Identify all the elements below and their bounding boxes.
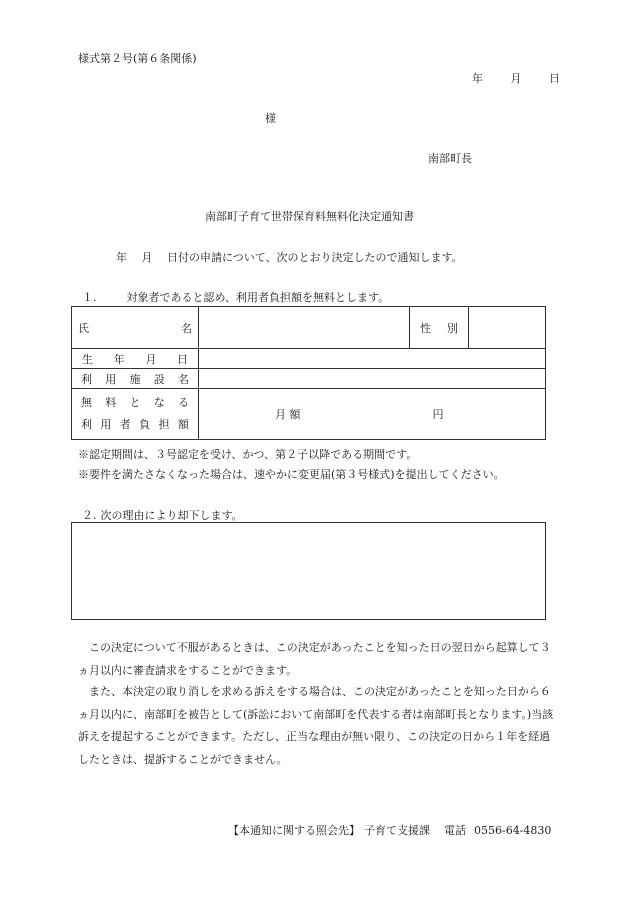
date-year: 年 <box>472 72 483 85</box>
name-value <box>199 307 410 349</box>
contact-info <box>228 822 551 838</box>
contact-phone-number: 0556-64-4830 <box>474 824 552 837</box>
issue-date <box>472 70 560 86</box>
section1-heading <box>82 289 389 305</box>
gender-value <box>469 307 546 349</box>
section2-text: 次の理由により却下します。 <box>100 509 243 522</box>
birthdate-label: 生 年 月 日 <box>72 349 199 369</box>
note-certification-period: ※認定期間は、３号認定を受け、かつ、第２子以降である期間です。 <box>78 448 418 461</box>
sender-name: 南部町長 <box>428 152 472 165</box>
monthly-amount-label: 月 額 <box>275 408 301 421</box>
fee-label: 無 料 と な る 利 用 者 負 担 額 <box>72 389 199 440</box>
name-label: 氏 名 <box>72 307 199 349</box>
recipient-suffix: 様 <box>265 112 276 125</box>
section2-heading <box>82 507 243 523</box>
lawsuit-paragraph: また、本決定の取り消しを求める訴えをする場合は、この決定があったことを知った日から６ヵ月以内に、南部町を被告として(訴訟において南部町を代表する者は南部町長となります。)当該訴えを提起することができます。ただし、正当な理由が無い限り、この決定の日から１年を経過したときは、提訴することができません。 <box>78 685 554 767</box>
date-day: 日 <box>549 72 560 85</box>
decision-table <box>71 306 546 440</box>
rejection-reason-box <box>71 522 546 620</box>
birthdate-value <box>199 349 546 369</box>
section1-text: 対象者であると認め、利用者負担額を無料とします。 <box>126 291 390 304</box>
contact-department: 子育て支援課 <box>364 824 430 837</box>
fee-value <box>199 389 546 440</box>
table-row <box>72 307 546 349</box>
date-month: 月 <box>510 72 522 85</box>
table-row <box>72 389 546 440</box>
lead-text: 年 月 日付の申請について、次のとおり決定したので通知します。 <box>116 251 463 264</box>
document-title: 南部町子育て世帯保育料無料化決定通知書 <box>205 210 414 223</box>
facility-value <box>199 369 546 389</box>
section2-number: ２. <box>82 509 97 522</box>
facility-label: 利 用 施 設 名 <box>72 369 199 389</box>
appeal-paragraph: この決定について不服があるときは、この決定があったことを知った日の翌日から起算して３ヵ月以内に審査請求をすることができます。 <box>78 641 551 677</box>
form-number: 様式第２号(第６条関係) <box>78 52 197 65</box>
table-row <box>72 369 546 389</box>
gender-label: 性 別 <box>410 307 469 349</box>
contact-phone-label: 電話 <box>444 824 466 837</box>
note-change-notice: ※要件を満たさなくなった場合は、速やかに変更届(第３号様式)を提出してください。 <box>78 468 505 481</box>
section1-number: １. <box>82 291 97 304</box>
table-row <box>72 349 546 369</box>
yen-unit: 円 <box>432 408 444 421</box>
contact-label: 【本通知に関する照会先】 <box>228 824 360 837</box>
